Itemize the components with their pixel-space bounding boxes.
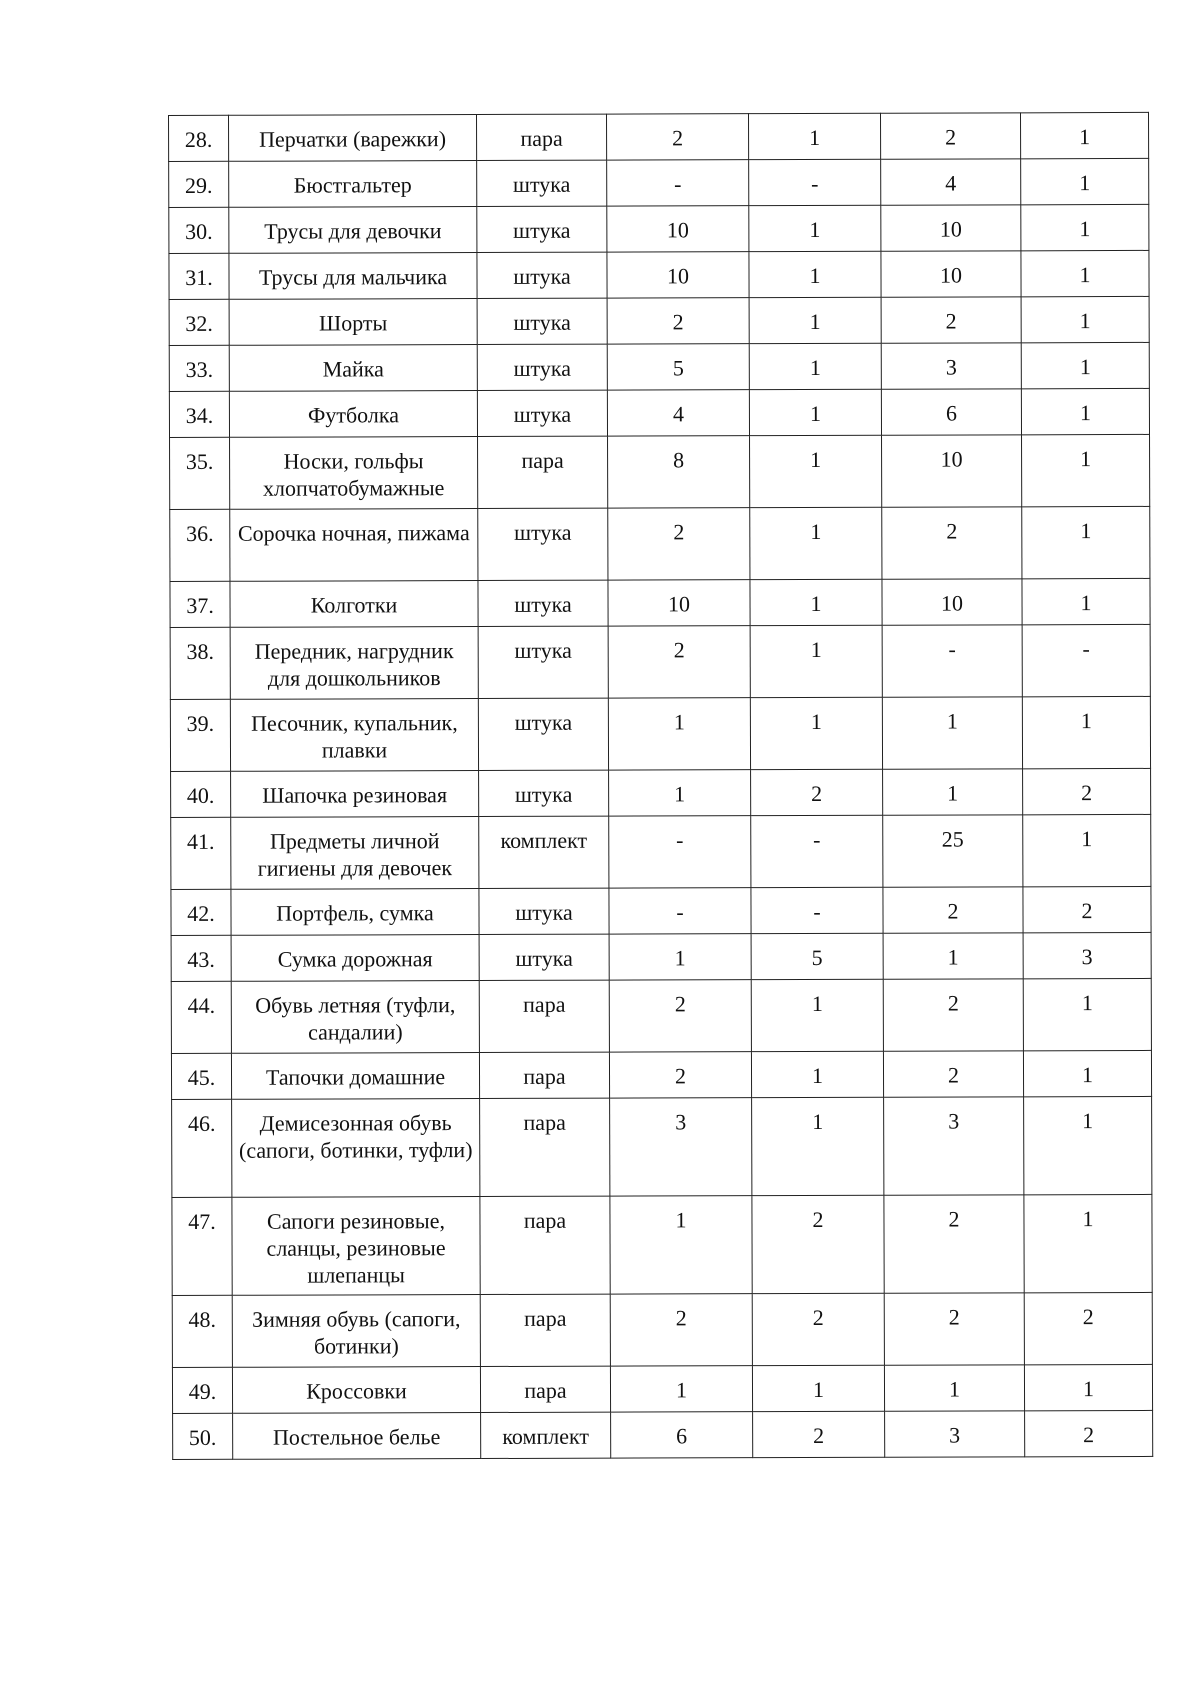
item-name-cell: Сорочка ночная, пижама (230, 509, 478, 582)
item-name-cell: Шорты (229, 299, 477, 346)
norm-value-2-cell: 5 (751, 933, 883, 979)
norm-value-3-cell: 1 (883, 933, 1023, 979)
norm-value-4-cell: 1 (1023, 1050, 1151, 1096)
norm-value-1-cell: 2 (608, 508, 750, 580)
table-row (171, 1050, 1151, 1099)
row-number-cell: 49. (172, 1367, 232, 1413)
norm-value-2-cell: 2 (751, 769, 883, 815)
norm-value-4-cell: 1 (1022, 578, 1150, 624)
supply-norms-table (168, 112, 1153, 1460)
norm-value-4-cell: 1 (1024, 1194, 1152, 1292)
norm-value-3-cell: 2 (884, 1195, 1024, 1293)
norm-value-3-cell: 10 (881, 251, 1021, 297)
row-number-cell: 41. (171, 817, 231, 889)
norm-value-2-cell: - (751, 887, 883, 933)
norm-value-1-cell: 1 (609, 934, 751, 980)
norm-value-2-cell: 1 (749, 389, 881, 435)
unit-cell: пара (479, 1052, 609, 1098)
norm-value-4-cell: 1 (1022, 696, 1150, 768)
item-name-cell: Передник, нагрудник для дошкольников (230, 627, 478, 700)
norm-value-2-cell: 1 (751, 1051, 883, 1097)
table-row (169, 204, 1149, 253)
table-row (172, 1292, 1152, 1367)
row-number-cell: 30. (169, 207, 229, 253)
item-name-cell: Носки, гольфы хлопчатобумажные (230, 437, 478, 510)
item-name-cell: Обувь летняя (туфли, сандалии) (231, 981, 479, 1054)
item-name-cell: Перчатки (варежки) (229, 115, 477, 162)
norm-value-1-cell: 2 (609, 1052, 751, 1098)
table-row (169, 112, 1149, 161)
unit-cell: пара (480, 1196, 610, 1294)
row-number-cell: 47. (172, 1197, 232, 1295)
table-row (172, 1194, 1152, 1295)
norm-value-2-cell: 1 (749, 251, 881, 297)
row-number-cell: 33. (169, 345, 229, 391)
norm-value-1-cell: 8 (608, 436, 750, 508)
unit-cell: комплект (481, 1412, 611, 1458)
item-name-cell: Постельное белье (233, 1413, 481, 1460)
row-number-cell: 46. (172, 1099, 232, 1197)
norm-value-4-cell: 1 (1021, 342, 1149, 388)
table-row (172, 1364, 1152, 1413)
row-number-cell: 40. (171, 771, 231, 817)
norm-value-2-cell: - (749, 159, 881, 205)
norm-value-3-cell: 2 (880, 113, 1020, 159)
norm-value-2-cell: 1 (751, 979, 883, 1051)
row-number-cell: 32. (169, 299, 229, 345)
unit-cell: комплект (479, 816, 609, 888)
row-number-cell: 45. (171, 1053, 231, 1099)
norm-value-3-cell: 2 (883, 887, 1023, 933)
norm-value-1-cell: 10 (607, 252, 749, 298)
unit-cell: штука (478, 580, 608, 626)
unit-cell: штука (478, 626, 608, 698)
norm-value-3-cell: 3 (881, 343, 1021, 389)
norm-value-2-cell: 1 (752, 1365, 884, 1411)
table-row (170, 696, 1150, 771)
table-row (169, 158, 1149, 207)
norm-value-3-cell: 10 (882, 579, 1022, 625)
item-name-cell: Бюстгальтер (229, 161, 477, 208)
row-number-cell: 38. (170, 627, 230, 699)
unit-cell: штука (477, 160, 607, 206)
item-name-cell: Сумка дорожная (231, 935, 479, 982)
norm-value-4-cell: 1 (1022, 506, 1150, 578)
norm-value-4-cell: 1 (1024, 1364, 1152, 1410)
norm-value-1-cell: 5 (607, 344, 749, 390)
unit-cell: штука (478, 698, 608, 770)
norm-value-4-cell: 1 (1021, 250, 1149, 296)
table-row (169, 296, 1149, 345)
norm-value-4-cell: - (1022, 624, 1150, 696)
item-name-cell: Колготки (230, 581, 478, 628)
row-number-cell: 37. (170, 581, 230, 627)
norm-value-4-cell: 1 (1024, 1096, 1152, 1194)
unit-cell: пара (480, 1294, 610, 1366)
item-name-cell: Шапочка резиновая (231, 771, 479, 818)
row-number-cell: 42. (171, 889, 231, 935)
table-row (169, 250, 1149, 299)
norm-value-1-cell: 2 (610, 1294, 752, 1366)
norm-value-2-cell: - (751, 815, 883, 887)
unit-cell: пара (479, 980, 609, 1052)
norm-value-1-cell: 3 (610, 1098, 752, 1196)
item-name-cell: Сапоги резиновые, сланцы, резиновые шлепанцы (232, 1197, 480, 1296)
norm-value-1-cell: 1 (610, 1196, 752, 1294)
norm-value-1-cell: - (607, 160, 749, 206)
norm-value-2-cell: 1 (750, 435, 882, 507)
unit-cell: штука (477, 298, 607, 344)
norm-value-1-cell: 2 (609, 980, 751, 1052)
norm-value-3-cell: 2 (883, 979, 1023, 1051)
norm-value-3-cell: 2 (884, 1293, 1024, 1365)
norm-value-3-cell: 2 (882, 507, 1022, 579)
row-number-cell: 35. (170, 437, 230, 509)
table-row (169, 388, 1149, 437)
norm-value-1-cell: 10 (608, 580, 750, 626)
norm-value-4-cell: 1 (1020, 112, 1148, 158)
norm-value-2-cell: 1 (750, 579, 882, 625)
item-name-cell: Песочник, купальник, плавки (230, 699, 478, 772)
row-number-cell: 50. (173, 1413, 233, 1459)
unit-cell: пара (480, 1098, 610, 1196)
unit-cell: штука (477, 252, 607, 298)
table-row (171, 978, 1151, 1053)
norm-value-3-cell: 6 (881, 389, 1021, 435)
row-number-cell: 31. (169, 253, 229, 299)
norm-value-3-cell: 1 (882, 697, 1022, 769)
norm-value-2-cell: 1 (749, 343, 881, 389)
norm-value-2-cell: 2 (752, 1293, 884, 1365)
item-name-cell: Майка (229, 345, 477, 392)
row-number-cell: 43. (171, 935, 231, 981)
norm-value-3-cell: 2 (881, 297, 1021, 343)
unit-cell: штука (478, 508, 608, 580)
norm-value-4-cell: 3 (1023, 932, 1151, 978)
norm-value-1-cell: - (609, 888, 751, 934)
norm-value-4-cell: 1 (1022, 434, 1150, 506)
norm-value-1-cell: 10 (607, 206, 749, 252)
table-row (171, 768, 1151, 817)
norm-value-4-cell: 1 (1023, 978, 1151, 1050)
item-name-cell: Кроссовки (232, 1367, 480, 1414)
norm-value-3-cell: 1 (884, 1365, 1024, 1411)
row-number-cell: 44. (171, 981, 231, 1053)
norm-value-3-cell: 25 (883, 815, 1023, 887)
norm-value-1-cell: 4 (607, 390, 749, 436)
norm-value-1-cell: 1 (609, 770, 751, 816)
unit-cell: штука (479, 934, 609, 980)
norm-value-4-cell: 1 (1023, 814, 1151, 886)
table-row (170, 434, 1150, 509)
norm-value-2-cell: 2 (752, 1195, 884, 1293)
table-row (170, 506, 1150, 581)
norm-value-4-cell: 2 (1025, 1410, 1153, 1456)
norm-value-3-cell: - (882, 625, 1022, 697)
norm-value-3-cell: 10 (881, 205, 1021, 251)
table-row (173, 1410, 1153, 1459)
norm-value-4-cell: 1 (1021, 296, 1149, 342)
row-number-cell: 29. (169, 161, 229, 207)
norm-value-2-cell: 1 (750, 507, 882, 579)
norm-value-1-cell: 2 (607, 298, 749, 344)
norm-value-4-cell: 2 (1024, 1292, 1152, 1364)
norm-value-1-cell: 6 (611, 1412, 753, 1458)
norm-value-2-cell: 1 (750, 625, 882, 697)
norm-value-4-cell: 1 (1021, 388, 1149, 434)
unit-cell: штука (477, 206, 607, 252)
item-name-cell: Тапочки домашние (231, 1053, 479, 1100)
table-row (169, 342, 1149, 391)
item-name-cell: Портфель, сумка (231, 889, 479, 936)
norm-value-2-cell: 1 (749, 297, 881, 343)
norm-value-3-cell: 4 (881, 159, 1021, 205)
norm-value-2-cell: 1 (748, 113, 880, 159)
norm-value-3-cell: 3 (884, 1097, 1024, 1195)
table-row (171, 886, 1151, 935)
norm-value-2-cell: 2 (753, 1411, 885, 1457)
unit-cell: пара (477, 114, 607, 160)
norm-value-4-cell: 2 (1023, 768, 1151, 814)
norm-value-3-cell: 2 (883, 1051, 1023, 1097)
norm-value-1-cell: 1 (608, 698, 750, 770)
norm-value-2-cell: 1 (749, 205, 881, 251)
unit-cell: штука (479, 770, 609, 816)
norm-value-2-cell: 1 (752, 1097, 884, 1195)
norm-value-4-cell: 2 (1023, 886, 1151, 932)
unit-cell: штука (477, 390, 607, 436)
row-number-cell: 36. (170, 509, 230, 581)
table-body (169, 112, 1153, 1459)
norm-value-3-cell: 1 (883, 769, 1023, 815)
norm-value-4-cell: 1 (1021, 204, 1149, 250)
item-name-cell: Зимняя обувь (сапоги, ботинки) (232, 1295, 480, 1368)
item-name-cell: Футболка (229, 391, 477, 438)
norm-value-1-cell: 2 (608, 626, 750, 698)
row-number-cell: 28. (169, 115, 229, 161)
unit-cell: пара (480, 1366, 610, 1412)
table-row (170, 624, 1150, 699)
unit-cell: штука (479, 888, 609, 934)
norm-value-1-cell: - (609, 816, 751, 888)
table-row (171, 932, 1151, 981)
table-row (170, 578, 1150, 627)
row-number-cell: 48. (172, 1295, 232, 1367)
item-name-cell: Трусы для девочки (229, 207, 477, 254)
unit-cell: штука (477, 344, 607, 390)
norm-value-1-cell: 1 (610, 1366, 752, 1412)
unit-cell: пара (478, 436, 608, 508)
table-row (172, 1096, 1152, 1197)
table-row (171, 814, 1151, 889)
norm-value-2-cell: 1 (750, 697, 882, 769)
item-name-cell: Трусы для мальчика (229, 253, 477, 300)
row-number-cell: 39. (170, 699, 230, 771)
row-number-cell: 34. (169, 391, 229, 437)
item-name-cell: Предметы личной гигиены для девочек (231, 817, 479, 890)
norm-value-4-cell: 1 (1021, 158, 1149, 204)
norm-value-3-cell: 3 (885, 1411, 1025, 1457)
norm-value-1-cell: 2 (606, 114, 748, 160)
item-name-cell: Демисезонная обувь (сапоги, ботинки, туфли) (232, 1099, 480, 1198)
norm-value-3-cell: 10 (882, 435, 1022, 507)
